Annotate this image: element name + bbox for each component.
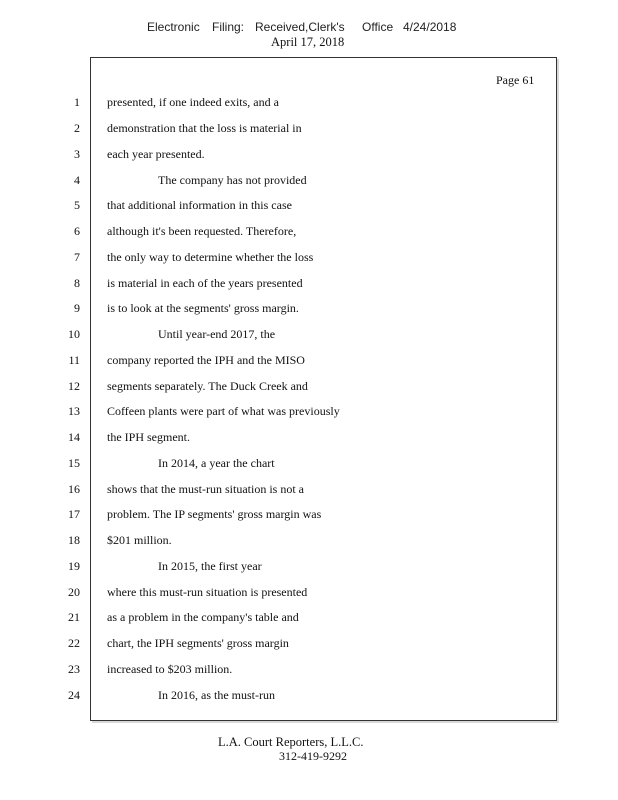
line-text: Coffeen plants were part of what was previously [107,404,340,418]
line-text: chart, the IPH segments' gross margin [107,636,289,650]
line-number: 4 [74,173,80,187]
line-number: 9 [74,301,80,315]
line-number: 11 [68,353,80,367]
line-number: 10 [68,327,80,341]
filing-stamp-filing: Filing: [212,20,245,34]
footer-company: L.A. Court Reporters, L.L.C. [218,735,364,749]
line-number: 22 [68,636,80,650]
line-number: 15 [68,456,80,470]
line-text: the only way to determine whether the loss [107,250,314,264]
line-text: problem. The IP segments' gross margin was [107,507,322,521]
line-text: The company has not provided [158,173,307,187]
line-number: 13 [68,404,80,418]
transcript-date: April 17, 2018 [271,35,345,49]
line-number: 2 [74,121,80,135]
line-number: 14 [68,430,80,444]
line-text: is material in each of the years presented [107,276,303,290]
line-text: although it's been requested. Therefore, [107,224,297,238]
line-number: 3 [74,147,80,161]
footer-phone: 312-419-9292 [279,749,347,763]
line-number: 16 [68,482,80,496]
line-number: 21 [68,610,80,624]
line-number: 5 [74,198,80,212]
line-text: In 2014, a year the chart [158,456,275,470]
line-number: 23 [68,662,80,676]
filing-stamp-electronic: Electronic [147,20,200,34]
page-number: Page 61 [496,73,535,87]
line-number: 18 [68,533,80,547]
line-text: $201 million. [107,533,172,547]
line-number: 7 [74,250,80,264]
line-text: the IPH segment. [107,430,190,444]
filing-stamp-date: 4/24/2018 [403,20,457,34]
line-number: 12 [68,379,80,393]
line-text: demonstration that the loss is material in [107,121,302,135]
line-text: as a problem in the company's table and [107,610,299,624]
line-text: that additional information in this case [107,198,292,212]
line-text: In 2015, the first year [158,559,262,573]
filing-stamp-received: Received,Clerk's [255,20,345,34]
line-number: 24 [68,688,80,702]
line-number: 20 [68,585,80,599]
line-text: shows that the must-run situation is not a [107,482,304,496]
line-text: is to look at the segments' gross margin. [107,301,299,315]
line-number: 17 [68,507,80,521]
line-text: Until year-end 2017, the [158,327,276,341]
line-text: segments separately. The Duck Creek and [107,379,308,393]
line-number: 1 [74,95,80,109]
line-text: company reported the IPH and the MISO [107,353,305,367]
line-number: 8 [74,276,80,290]
line-text: where this must-run situation is presented [107,585,308,599]
line-text: presented, if one indeed exits, and a [107,95,279,109]
line-number: 6 [74,224,80,238]
line-number: 19 [68,559,80,573]
line-text: increased to $203 million. [107,662,233,676]
filing-stamp-office: Office [362,20,394,34]
line-text: In 2016, as the must-run [158,688,275,702]
line-text: each year presented. [107,147,205,161]
